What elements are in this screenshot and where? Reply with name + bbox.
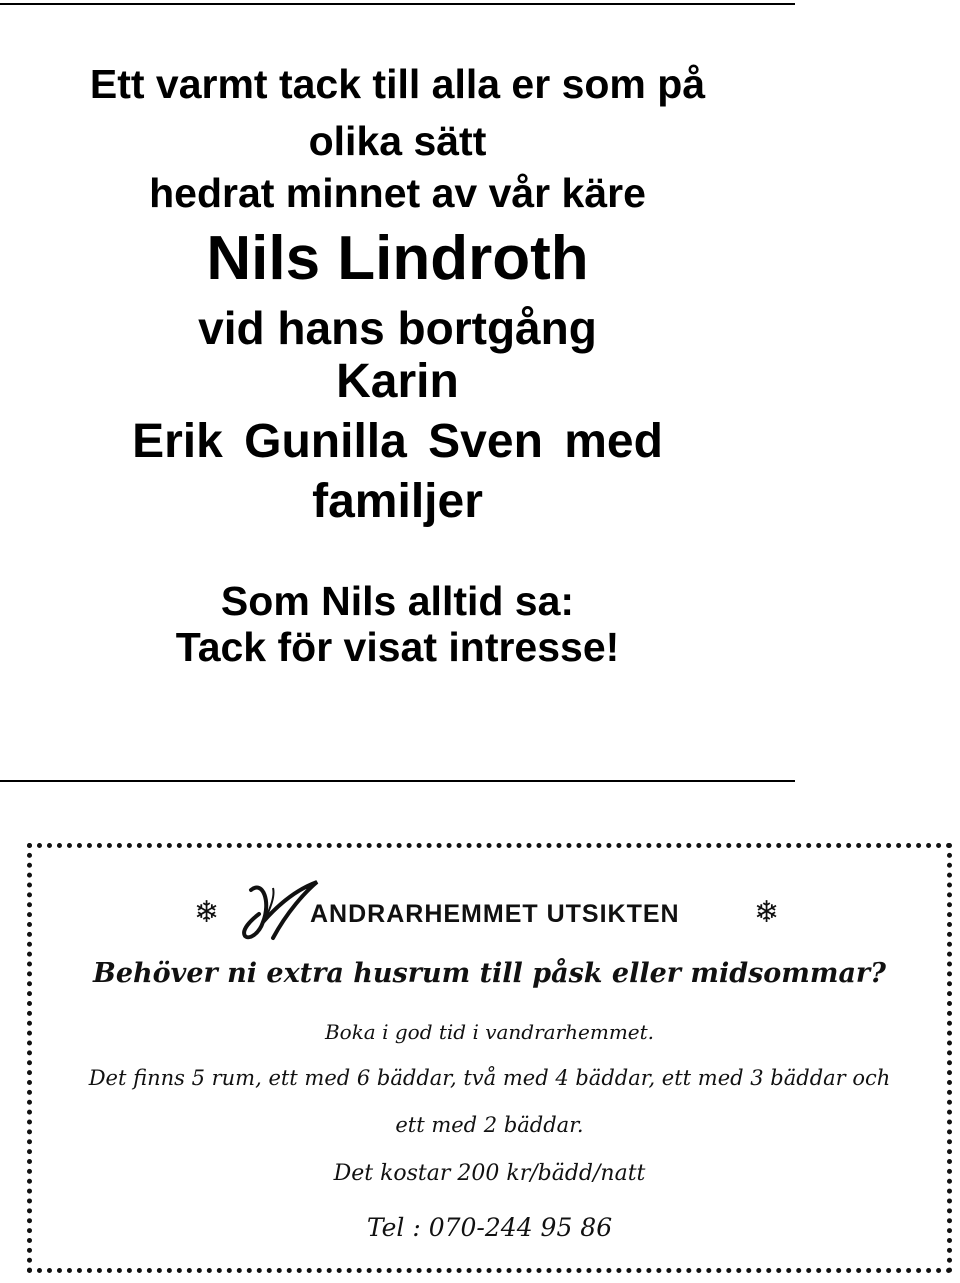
hostel-advertisement (27, 843, 952, 1273)
ad-booking-text: Boka i god tid i vandrarhemmet. (324, 1020, 655, 1044)
ad-rooms-text-cont: ett med 2 bäddar. (395, 1113, 584, 1137)
quote-intro: Som Nils alltid sa: (220, 578, 575, 624)
notice-line-3: hedrat minnet av vår käre (149, 170, 646, 216)
snowflake-icon: ❄ (754, 896, 780, 929)
ad-header (32, 876, 947, 946)
notice-line-5: vid hans bortgång (198, 302, 597, 354)
notice-signers-3: familjer (312, 475, 483, 528)
quote-text: Tack för visat intresse! (175, 624, 620, 670)
top-divider (0, 3, 795, 5)
ad-price: Det kostar 200 kr/bädd/natt (333, 1161, 646, 1186)
notice-line-1: Ett varmt tack till alla er som på (89, 61, 706, 107)
deceased-name: Nils Lindroth (206, 224, 589, 293)
notice-line-2: olika sätt (308, 118, 487, 164)
notice-signers-2: Erik Gunilla Sven med (132, 415, 663, 468)
notice-signer-1: Karin (336, 355, 459, 408)
ad-headline: Behöver ni extra husrum till påsk eller midsommar? (93, 958, 886, 989)
bottom-divider (0, 780, 795, 782)
ad-phone: Tel : 070-244 95 86 (366, 1213, 613, 1242)
snowflake-icon: ❄ (194, 896, 220, 929)
ad-rooms-text: Det finns 5 rum, ett med 6 bäddar, två med 4 bäddar, ett med 3 bäddar och (88, 1066, 891, 1090)
hostel-name: ANDRARHEMMET UTSIKTEN (310, 900, 680, 928)
